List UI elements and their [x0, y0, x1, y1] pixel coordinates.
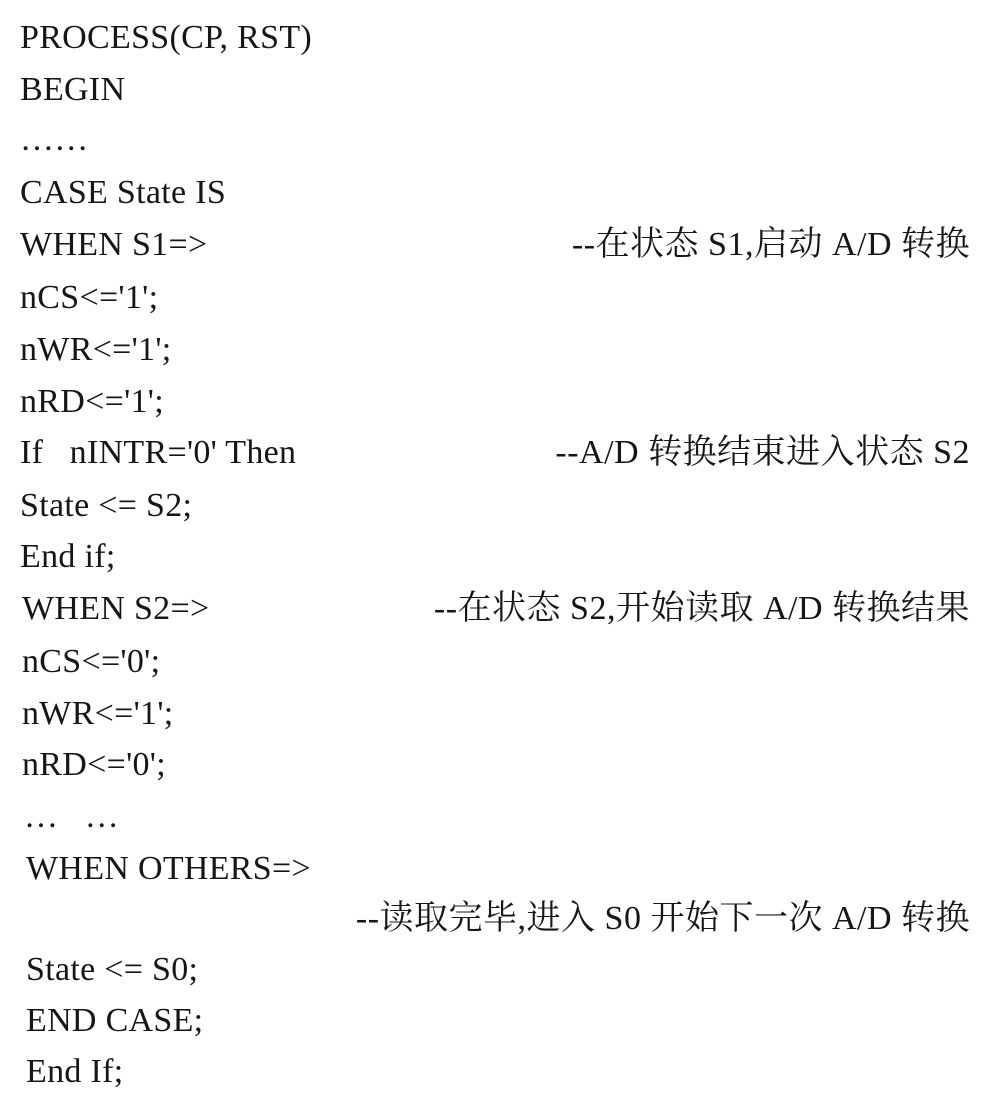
code-line-nwr-1b: nWR<='1'; [22, 695, 174, 732]
code-line-when-s1: WHEN S1=> [20, 226, 208, 263]
code-line-ncs-0: nCS<='0'; [22, 643, 161, 680]
code-line-state-s2: State <= S2; [20, 487, 193, 524]
comment-s2-transition: --A/D 转换结束进入状态 S2 [555, 434, 970, 471]
code-line-end-if: End If; [26, 1053, 124, 1090]
code-line-end-if-lower: End if; [20, 538, 116, 575]
code-line-state-s0: State <= S0; [26, 951, 199, 988]
code-line-ellipsis-2: … … [24, 798, 119, 835]
code-line-ellipsis: …… [20, 121, 89, 158]
comment-s1: --在状态 S1,启动 A/D 转换 [571, 226, 970, 263]
comment-s2: --在状态 S2,开始读取 A/D 转换结果 [433, 590, 970, 627]
code-line-process: PROCESS(CP, RST) [20, 19, 313, 56]
code-line-if-nintr: If nINTR='0' Then [20, 434, 297, 471]
code-line-when-s2: WHEN S2=> [22, 590, 210, 627]
code-line-when-others: WHEN OTHERS=> [26, 850, 311, 887]
code-line-nrd-0: nRD<='0'; [22, 746, 166, 783]
code-line-begin: BEGIN [20, 71, 126, 108]
code-line-case: CASE State IS [20, 174, 227, 211]
code-line-end-case: END CASE; [26, 1002, 204, 1039]
comment-others: --读取完毕,进入 S0 开始下一次 A/D 转换 [355, 900, 970, 937]
code-line-ncs-1: nCS<='1'; [20, 279, 159, 316]
code-line-nrd-1: nRD<='1'; [20, 383, 164, 420]
code-line-nwr-1: nWR<='1'; [20, 331, 172, 368]
